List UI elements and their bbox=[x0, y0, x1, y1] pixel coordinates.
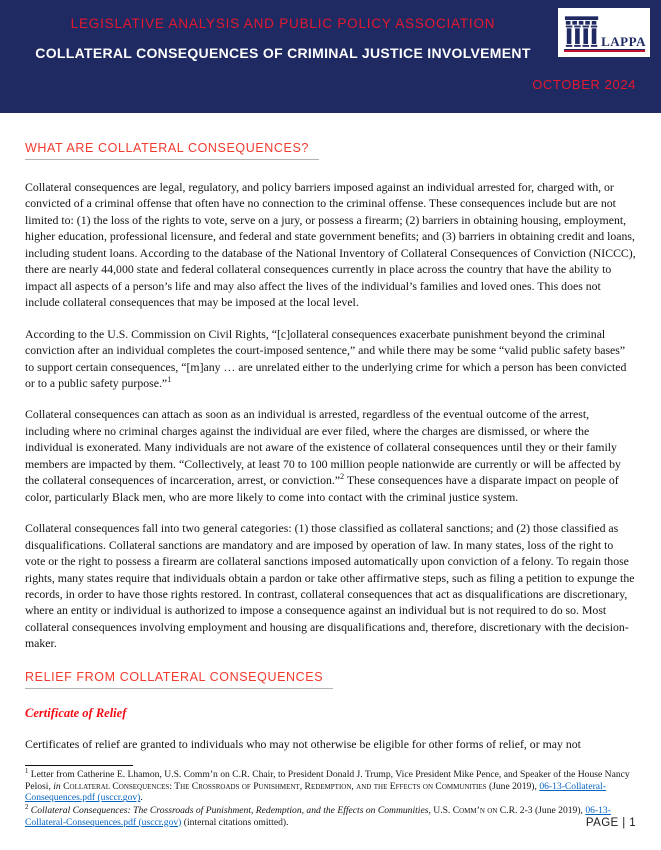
lappa-logo bbox=[558, 8, 650, 57]
document-body bbox=[0, 141, 661, 828]
paragraph bbox=[25, 406, 636, 505]
footnote-text: , bbox=[428, 805, 434, 817]
document-title: COLLATERAL CONSEQUENCES OF CRIMINAL JUSTICE INVOLVEMENT bbox=[35, 45, 531, 61]
header-titles bbox=[25, 16, 636, 61]
footnotes bbox=[25, 765, 636, 828]
paragraph-text: According to the U.S. Commission on Civil Rights, “[c]ollateral consequences exacerbate punishment beyond the criminal conviction after an individual completes the court-imposed sentence,” and while there may be some “valid public safety bases” to support certain consequences, “[m]any … are unrelated either to the underlying crime for which a person has been convicted or to a public safety purpose.” bbox=[25, 326, 627, 390]
section-heading-what-are-collateral-consequences: WHAT ARE COLLATERAL CONSEQUENCES? bbox=[25, 141, 636, 160]
footnote-text: (June 2019), bbox=[486, 780, 540, 792]
footnote-number: 2 bbox=[25, 803, 29, 811]
footnote-text: Letter from Catherine E. Lhamon, U.S. Comm’n on C.R. Chair, to President Donald J. Trump, Vice President Mike Pence, and Speaker of the House Nancy Pelosi, bbox=[25, 769, 630, 792]
paragraph-text: Collateral consequences can attach as soon as an individual is arrested, regardless of the eventual outcome of the arrest, including where no criminal charges against the individual are ever filed, where the charges are dismissed, or where the individual is exonerated. Many individuals are not aware of the existence of collateral consequences until they or their family members are impacted by them. “Collectively, at least 70 to 100 million people nationwide are currently or will be affected by the collateral consequences of incarceration, arrest, or conviction.” bbox=[25, 407, 621, 488]
paragraph bbox=[25, 326, 636, 392]
footnote-text: (internal citations omitted). bbox=[181, 816, 289, 828]
org-name: LEGISLATIVE ANALYSIS AND PUBLIC POLICY ASSOCIATION bbox=[70, 16, 496, 31]
footnote-1-link[interactable]: 06-13-Collateral-Consequences.pdf (usccr.gov) bbox=[25, 780, 606, 804]
paragraph: Collateral consequences fall into two general categories: (1) those classified as collateral sanctions; and (2) those classified as disqualifications. Collateral sanctions are mandatory and are imposed by operation of law. In many states, loss of the right to vote or the right to possess a firearm are collateral sanctions imposed automatically upon conviction of a felony. To regain those rights, many states require that individuals obtain a pardon or take other affirmative steps, such as filing a petition to expunge the records, in order to have those rights restored. In contrast, collateral consequences that act as disqualifications are discretionary, where an entity or individual is authorized to impose a consequence against an individual but is not required to do so. Most collateral consequences involving employment and housing are disqualifications and, therefore, discretionary with the decision-maker. bbox=[25, 521, 635, 651]
footnote-text: . bbox=[140, 792, 143, 804]
footnote-report-title: Collateral Consequences: The Crossroads of Punishment, Redemption, and the Effects on Communities bbox=[60, 780, 487, 792]
logo-wordmark: LAPPA bbox=[601, 34, 646, 49]
paragraph-text: These consequences have a disparate impact on people of color, particularly Black men, who are more likely to come into contact with the criminal justice system. bbox=[25, 473, 619, 504]
page-number: PAGE | 1 bbox=[585, 817, 636, 829]
footnote-number: 1 bbox=[25, 768, 29, 776]
section-heading-relief-from-collateral-consequences: RELIEF FROM COLLATERAL CONSEQUENCES bbox=[25, 670, 636, 689]
footnote-text: 2-3 (June 2019), bbox=[517, 805, 586, 817]
paragraph: Collateral consequences are legal, regulatory, and policy barriers imposed against an individual arrested for, charged with, or convicted of a criminal offense that often have no connection to the criminal offense. These consequences include but are not limited to: (1) the loss of the rights to vote, serve on a jury, or possess a firearm; (2) barriers in obtaining housing, employment, higher education, professional licensure, and federal and state government benefits; and (3) barriers in obtaining credit and loans, including student loans. According to the database of the National Inventory of Collateral Consequences of Conviction (NICCC), there are nearly 44,000 state and federal collateral consequences currently in place across the country that have the ability to impact all aspects of a person’s life and may also affect the lives of the individual’s families and loved ones. This does not include collateral consequences that may be imposed at the local level. bbox=[25, 180, 636, 310]
footnote-ref-1: 1 bbox=[167, 375, 172, 385]
footnote-1 bbox=[25, 769, 636, 804]
footnote-report-title: Collateral Consequences: The Crossroads of Punishment, Redemption, and the Effects on Communities bbox=[28, 805, 429, 817]
subheading-certificate-of-relief: Certificate of Relief bbox=[25, 705, 127, 720]
logo-underline bbox=[564, 49, 645, 52]
footnote-separator bbox=[25, 765, 133, 766]
footnote-2-link[interactable]: 06-13-Collateral-Consequences.pdf (usccr.gov) bbox=[25, 805, 611, 828]
paragraph: Certificates of relief are granted to individuals who may not otherwise be eligible for other forms of relief, or may not bbox=[25, 736, 581, 751]
footnote-text: in bbox=[53, 780, 61, 792]
footnote-text: U.S. Comm’n on C.R. bbox=[433, 805, 518, 817]
document-header bbox=[0, 0, 661, 113]
footnote-ref-2: 2 bbox=[340, 472, 345, 482]
issue-date: OCTOBER 2024 bbox=[532, 77, 636, 92]
greek-columns-icon bbox=[564, 15, 599, 50]
footnote-2 bbox=[25, 805, 636, 828]
